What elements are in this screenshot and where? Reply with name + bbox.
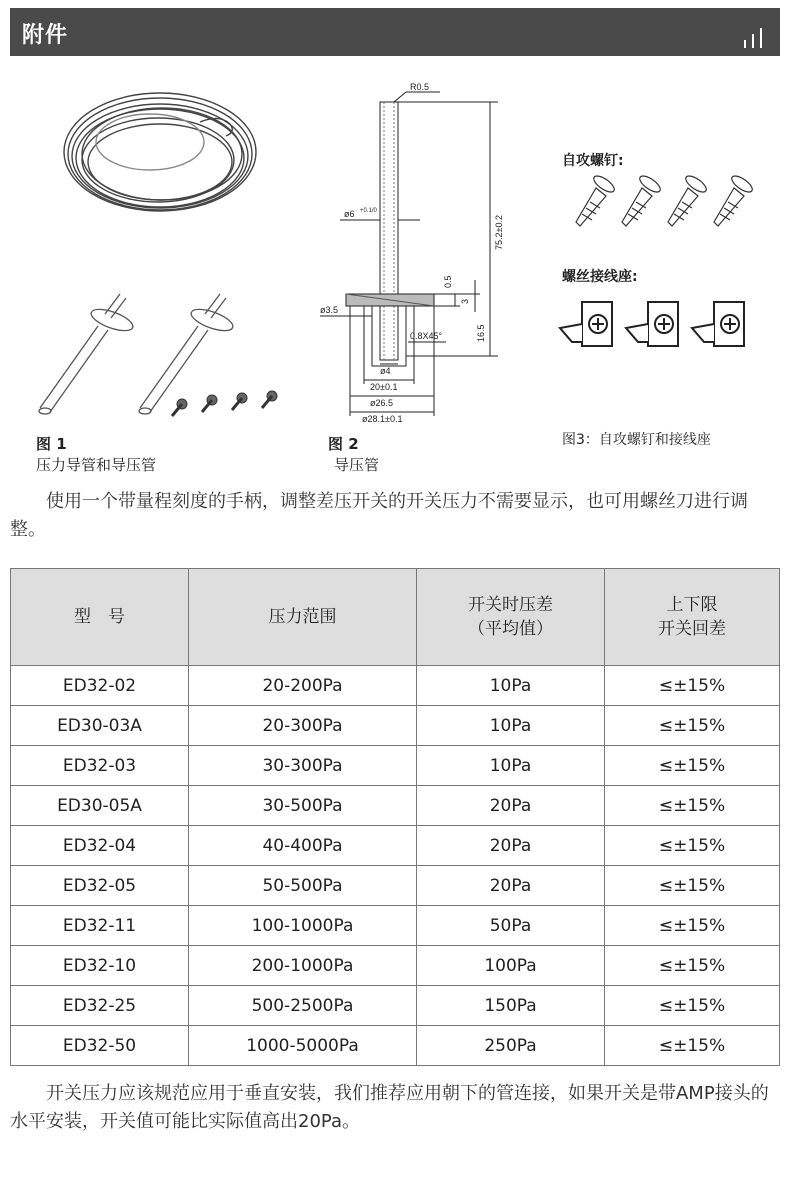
dim-phi35: ø3.5	[320, 305, 339, 315]
screws-label: 自攻螺钉:	[562, 153, 624, 169]
pressure-range-cell: 40-400Pa	[189, 826, 417, 866]
hysteresis-cell: ≤±15%	[605, 946, 780, 986]
dim-phi6: ø6	[344, 209, 355, 219]
figure-2-text: 导压管	[334, 456, 380, 474]
switch-diff-cell: 10Pa	[417, 746, 605, 786]
dim-265: ø26.5	[370, 398, 394, 408]
hysteresis-cell: ≤±15%	[605, 666, 780, 706]
model-cell: ED32-11	[11, 906, 189, 946]
figure-area	[10, 70, 780, 480]
footer-paragraph: 开关压力应该规范应用于垂直安装，我们推荐应用朝下的管连接，如果开关是带AMP接头的水平安装，开关值可能比实际值高出20Pa。	[10, 1083, 769, 1132]
pressure-range-cell: 50-500Pa	[189, 866, 417, 906]
table-header-row	[11, 569, 780, 666]
pressure-range-cell: 30-500Pa	[189, 786, 417, 826]
hysteresis-cell: ≤±15%	[605, 746, 780, 786]
hysteresis-cell: ≤±15%	[605, 866, 780, 906]
spec-table	[10, 568, 780, 1066]
hysteresis-cell: ≤±15%	[605, 786, 780, 826]
table-body	[11, 666, 780, 1066]
model-cell: ED30-03A	[11, 706, 189, 746]
technical-drawing	[310, 80, 510, 425]
hysteresis-cell: ≤±15%	[605, 906, 780, 946]
table-row	[11, 826, 780, 866]
pressure-range-cell: 20-200Pa	[189, 666, 417, 706]
header-hysteresis: 上下限 开关回差	[605, 569, 780, 666]
figure-1-number: 图 1	[36, 435, 67, 453]
screws-image	[560, 174, 760, 234]
tube-coil-image	[50, 82, 280, 242]
dim-tolerance: +0.1/0	[360, 208, 377, 214]
pressure-range-cell: 200-1000Pa	[189, 946, 417, 986]
figure-1-text: 压力导管和导压管	[36, 456, 157, 474]
section-header	[10, 8, 780, 56]
dim-phi4: ø4	[380, 366, 391, 376]
switch-diff-cell: 10Pa	[417, 666, 605, 706]
terminal-blocks-image	[558, 298, 758, 358]
dim-length: 75.2±0.2	[494, 215, 504, 250]
switch-diff-cell: 10Pa	[417, 706, 605, 746]
figure-2-number: 图 2	[328, 435, 359, 453]
table-row	[11, 786, 780, 826]
model-cell: ED32-50	[11, 1026, 189, 1066]
hysteresis-cell: ≤±15%	[605, 1026, 780, 1066]
terminal-label: 螺丝接线座:	[562, 269, 638, 285]
table-row	[11, 866, 780, 906]
table-row	[11, 906, 780, 946]
dim-chamfer: 0.8X45°	[410, 331, 443, 341]
switch-diff-cell: 50Pa	[417, 906, 605, 946]
figure-1-caption	[36, 434, 156, 476]
table-row	[11, 706, 780, 746]
header-switch-diff: 开关时压差 （平均值）	[417, 569, 605, 666]
hysteresis-cell: ≤±15%	[605, 706, 780, 746]
hysteresis-cell: ≤±15%	[605, 826, 780, 866]
pressure-range-cell: 20-300Pa	[189, 706, 417, 746]
dim-281: ø28.1±0.1	[362, 414, 403, 424]
dim-20: 20±0.1	[370, 382, 398, 392]
switch-diff-cell: 250Pa	[417, 1026, 605, 1066]
pressure-range-cell: 500-2500Pa	[189, 986, 417, 1026]
pressure-range-cell: 100-1000Pa	[189, 906, 417, 946]
table-row	[11, 946, 780, 986]
switch-diff-cell: 20Pa	[417, 866, 605, 906]
switch-diff-cell: 20Pa	[417, 786, 605, 826]
model-cell: ED32-04	[11, 826, 189, 866]
model-cell: ED32-10	[11, 946, 189, 986]
figure-3-caption: 图3：自攻螺钉和接线座	[562, 432, 711, 448]
intro-paragraph: 使用一个带量程刻度的手柄，调整差压开关的开关压力不需要显示，也可用螺丝刀进行调整。	[10, 491, 748, 540]
model-cell: ED32-05	[11, 866, 189, 906]
table-row	[11, 1026, 780, 1066]
model-cell: ED32-02	[11, 666, 189, 706]
model-cell: ED32-03	[11, 746, 189, 786]
header-pressure-range: 压力范围	[189, 569, 417, 666]
switch-diff-cell: 100Pa	[417, 946, 605, 986]
dim-165: 16.5	[476, 324, 486, 342]
switch-diff-cell: 20Pa	[417, 826, 605, 866]
table-row	[11, 666, 780, 706]
pressure-range-cell: 1000-5000Pa	[189, 1026, 417, 1066]
small-screws-image	[168, 386, 288, 426]
dim-r05: R0.5	[410, 82, 430, 92]
hysteresis-cell: ≤±15%	[605, 986, 780, 1026]
dim-3: 3	[460, 298, 470, 304]
section-title: 附件	[22, 23, 69, 48]
model-cell: ED30-05A	[11, 786, 189, 826]
dim-05: 0.5	[443, 275, 453, 288]
model-cell: ED32-25	[11, 986, 189, 1026]
figure-2-caption	[328, 434, 379, 476]
header-model: 型 号	[11, 569, 189, 666]
switch-diff-cell: 150Pa	[417, 986, 605, 1026]
table-row	[11, 746, 780, 786]
pressure-range-cell: 30-300Pa	[189, 746, 417, 786]
table-row	[11, 986, 780, 1026]
